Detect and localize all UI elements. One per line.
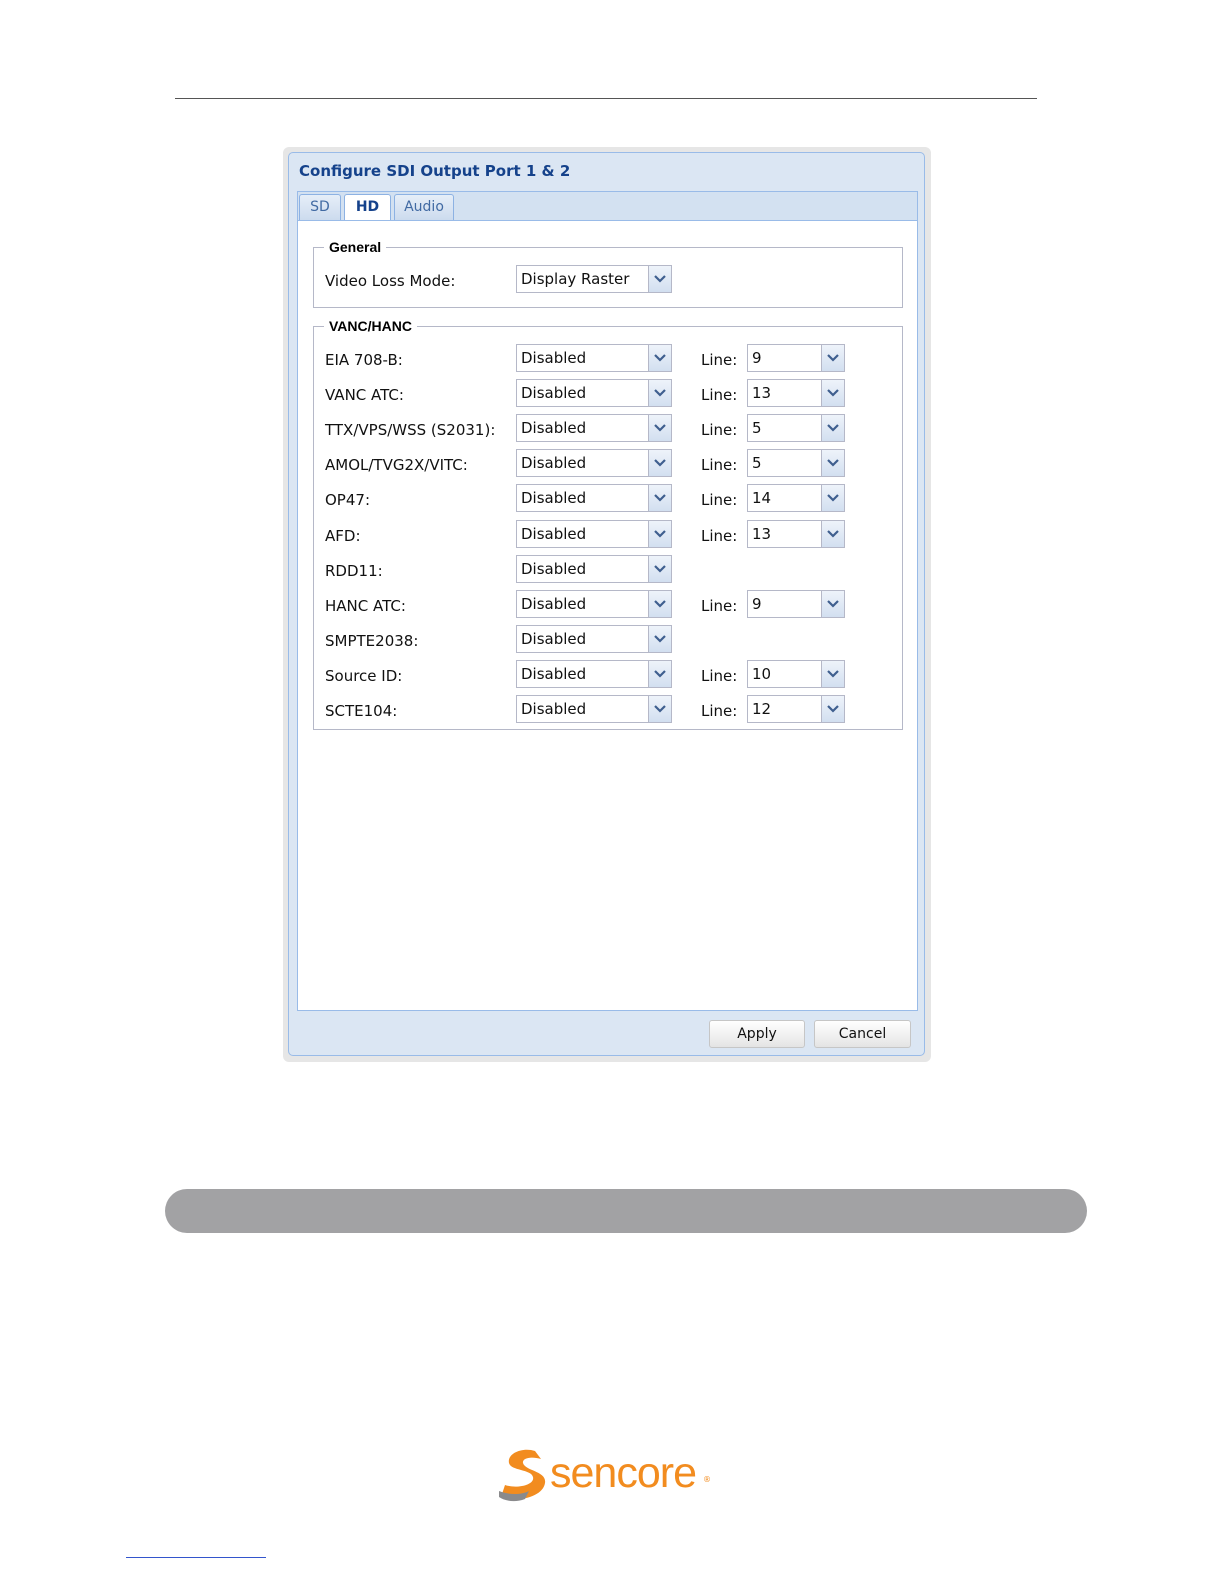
vanc-row-value: Disabled [521,595,587,613]
vanc-row-select[interactable] [516,414,672,442]
line-value: 13 [752,384,772,402]
vanc-row-select[interactable] [516,590,672,618]
vanc-row-label: Source ID: [325,667,403,685]
chevron-down-icon[interactable] [648,696,671,722]
tab-sd[interactable]: SD [299,194,341,220]
vanc-row-value: Disabled [521,454,587,472]
line-select[interactable] [747,484,845,512]
vanc-row-label: AMOL/TVG2X/VITC: [325,456,468,474]
chevron-down-icon[interactable] [648,380,671,406]
line-label: Line: [701,351,738,369]
line-value: 12 [752,700,772,718]
line-value: 14 [752,489,772,507]
section-bar [165,1189,1087,1233]
vanc-row-value: Disabled [521,630,587,648]
line-value: 9 [752,595,762,613]
chevron-down-icon[interactable] [648,450,671,476]
line-label: Line: [701,386,738,404]
apply-button[interactable]: Apply [709,1020,805,1048]
vanc-row-select[interactable] [516,344,672,372]
line-label: Line: [701,702,738,720]
line-value: 13 [752,525,772,543]
chevron-down-icon[interactable] [648,485,671,511]
line-value: 10 [752,665,772,683]
chevron-down-icon[interactable] [821,661,844,687]
vanc-row-label: TTX/VPS/WSS (S2031): [325,421,496,439]
sencore-logo [495,1445,725,1505]
tab-hd[interactable]: HD [344,194,391,221]
vanc-row-select[interactable] [516,449,672,477]
vanc-row-select[interactable] [516,484,672,512]
vanc-row-select[interactable] [516,520,672,548]
cancel-button[interactable]: Cancel [814,1020,911,1048]
chevron-down-icon[interactable] [648,661,671,687]
chevron-down-icon[interactable] [821,415,844,441]
chevron-down-icon[interactable] [648,626,671,652]
vanc-row-label: SCTE104: [325,702,398,720]
vanc-row-label: AFD: [325,527,361,545]
vanc-row-select[interactable] [516,379,672,407]
general-legend: General [329,239,382,255]
chevron-down-icon[interactable] [648,415,671,441]
chevron-down-icon[interactable] [821,521,844,547]
vanc-row-value: Disabled [521,560,587,578]
line-select[interactable] [747,695,845,723]
footer-link-underline [126,1557,266,1558]
line-select[interactable] [747,520,845,548]
line-select[interactable] [747,590,845,618]
vanc-row-select[interactable] [516,555,672,583]
line-label: Line: [701,527,738,545]
chevron-down-icon[interactable] [648,345,671,371]
tab-strip [297,191,918,220]
line-value: 5 [752,454,762,472]
dialog-title: Configure SDI Output Port 1 & 2 [299,162,571,180]
vanc-row-select[interactable] [516,660,672,688]
vanc-row-label: VANC ATC: [325,386,404,404]
configure-sdi-dialog [288,152,925,1056]
chevron-down-icon[interactable] [821,485,844,511]
vanc-row-value: Disabled [521,384,587,402]
chevron-down-icon[interactable] [821,696,844,722]
line-select[interactable] [747,414,845,442]
chevron-down-icon[interactable] [648,591,671,617]
line-select[interactable] [747,379,845,407]
line-select[interactable] [747,449,845,477]
line-value: 5 [752,419,762,437]
vanc-row-value: Disabled [521,525,587,543]
vanc-hanc-legend: VANC/HANC [329,318,412,334]
vanc-row-value: Disabled [521,349,587,367]
vanc-row-label: OP47: [325,491,370,509]
vanc-row-value: Disabled [521,665,587,683]
line-label: Line: [701,456,738,474]
logo-text: sencore [550,1449,696,1497]
line-label: Line: [701,597,738,615]
registered-mark: ® [703,1475,711,1484]
line-select[interactable] [747,344,845,372]
header-rule [175,98,1037,99]
chevron-down-icon[interactable] [821,345,844,371]
vanc-row-value: Disabled [521,489,587,507]
line-value: 9 [752,349,762,367]
line-label: Line: [701,491,738,509]
video-loss-mode-label: Video Loss Mode: [325,272,456,290]
chevron-down-icon[interactable] [648,556,671,582]
line-label: Line: [701,667,738,685]
vanc-row-value: Disabled [521,419,587,437]
video-loss-mode-select[interactable] [516,265,672,293]
video-loss-mode-value: Display Raster [521,270,630,288]
vanc-row-select[interactable] [516,625,672,653]
chevron-down-icon[interactable] [821,450,844,476]
vanc-row-label: SMPTE2038: [325,632,419,650]
line-select[interactable] [747,660,845,688]
vanc-row-select[interactable] [516,695,672,723]
chevron-down-icon[interactable] [821,591,844,617]
chevron-down-icon[interactable] [648,521,671,547]
vanc-row-label: EIA 708-B: [325,351,403,369]
vanc-row-value: Disabled [521,700,587,718]
tab-audio[interactable]: Audio [394,194,454,220]
chevron-down-icon[interactable] [648,266,671,292]
hd-panel [297,220,918,1011]
chevron-down-icon[interactable] [821,380,844,406]
line-label: Line: [701,421,738,439]
vanc-row-label: HANC ATC: [325,597,406,615]
vanc-row-label: RDD11: [325,562,383,580]
sencore-mark-icon [495,1445,555,1505]
